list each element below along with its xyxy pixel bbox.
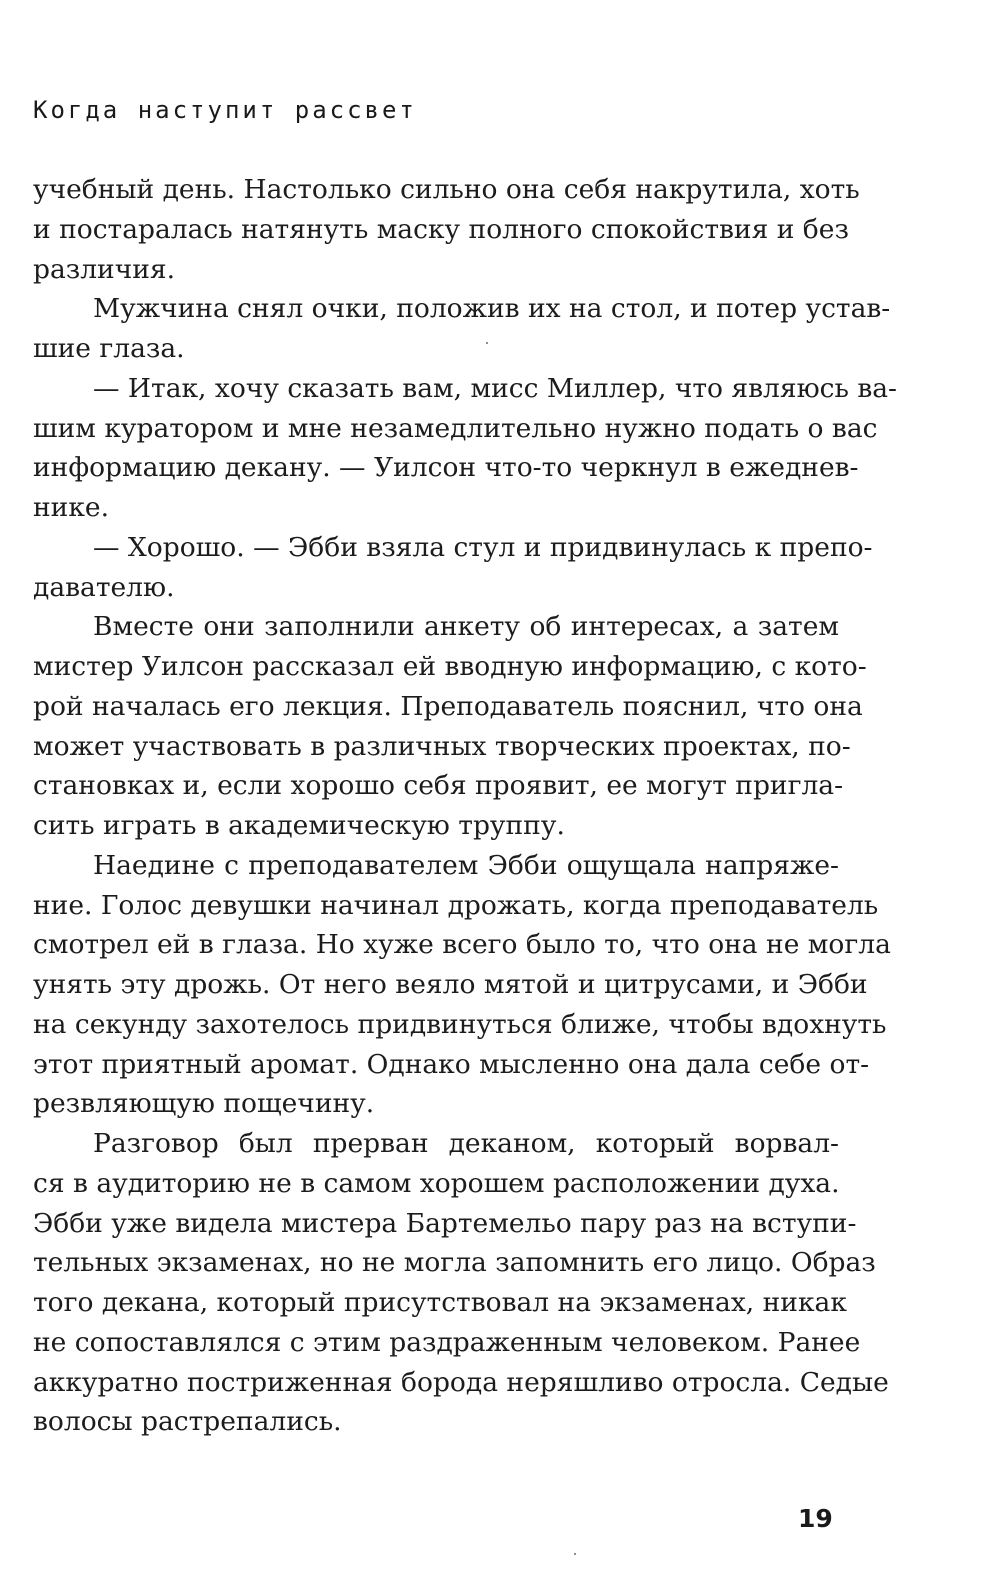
text-line: ся в аудиторию не в самом хорошем расположении духа.: [33, 1167, 840, 1199]
text-line: аккуратно постриженная борода неряшливо отросла. Седые: [33, 1366, 889, 1398]
text-line: унять эту дрожь. От него веяло мятой и цитрусами, и Эбби: [33, 969, 868, 1000]
text-line: — Итак, хочу сказать вам, мисс Миллер, что являюсь ва-: [93, 372, 898, 404]
text-line: информацию декану. — Уилсон что-то черкнул в ежеднев-: [33, 452, 859, 484]
text-line: шим куратором и мне незамедлительно нужно подать о вас: [33, 412, 878, 444]
text-line: Эбби уже видела мистера Бартемельо пару раз на вступи-: [33, 1207, 857, 1239]
text-line: шие глаза.: [33, 333, 185, 364]
text-line: различия.: [33, 253, 176, 285]
page-number: 19: [798, 1504, 833, 1533]
text-line: рой началась его лекция. Преподаватель пояснил, что она: [33, 690, 863, 722]
body-text: [33, 170, 898, 1442]
text-line: — Хорошо. — Эбби взяла стул и придвинулась к препо-: [93, 531, 873, 563]
text-line: учебный день. Настолько сильно она себя накрутила, хоть: [33, 174, 860, 205]
text-line: Вместе они заполнили анкету об интересах, а затем: [93, 611, 839, 643]
running-header: Когда наступит рассвет: [33, 96, 417, 124]
text-line: давателю.: [33, 571, 175, 603]
text-line: сить играть в академическую труппу.: [33, 810, 565, 841]
text-line: тельных экзаменах, но не могла запомнить его лицо. Образ: [33, 1247, 876, 1279]
text-line: нике.: [33, 492, 109, 523]
text-line: резвляющую пощечину.: [33, 1088, 375, 1120]
text-line: может участвовать в различных творческих проектах, по-: [33, 730, 851, 762]
text-line: мистер Уилсон рассказал ей вводную информацию, с кото-: [33, 651, 867, 682]
text-line: не сопоставлялся с этим раздраженным человеком. Ранее: [33, 1326, 861, 1358]
text-line: того декана, который присутствовал на экзаменах, никак: [33, 1287, 847, 1318]
scan-speck: [486, 342, 488, 344]
text-line: и постаралась натянуть маску полного спокойствия и без: [33, 213, 849, 245]
text-line: Разговор был прерван деканом, который ворвал-: [93, 1128, 839, 1159]
text-line: смотрел ей в глаза. Но хуже всего было то, что она не могла: [33, 929, 891, 961]
text-line: волосы растрепались.: [33, 1406, 342, 1438]
text-line: на секунду захотелось придвинуться ближе, чтобы вдохнуть: [33, 1008, 887, 1040]
text-line: этот приятный аромат. Однако мысленно она дала себе от-: [33, 1048, 870, 1080]
text-line: ние. Голос девушки начинал дрожать, когда преподаватель: [33, 889, 879, 921]
text-line: Наедине с преподавателем Эбби ощущала напряже-: [93, 849, 839, 881]
text-line: становках и, если хорошо себя проявит, ее могут пригла-: [33, 770, 844, 802]
scan-speck: [574, 1553, 576, 1555]
text-line: Мужчина снял очки, положив их на стол, и потер устав-: [93, 293, 891, 325]
